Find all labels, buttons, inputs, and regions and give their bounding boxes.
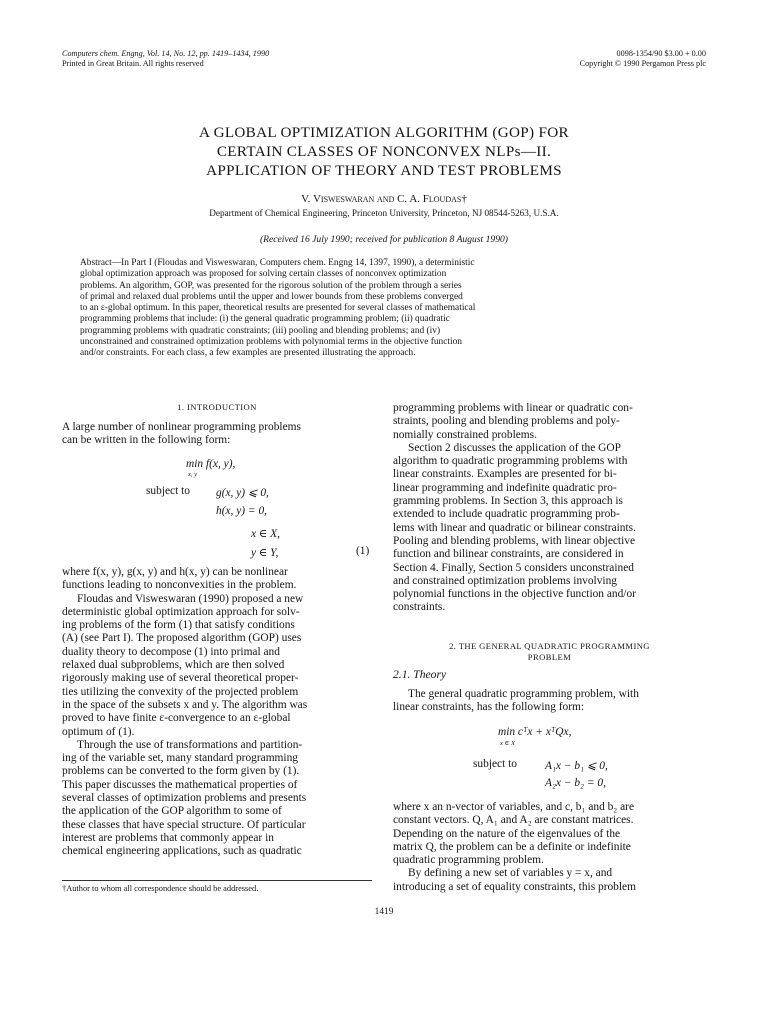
text-line: Floudas and Visweswaran (1990) proposed a new bbox=[77, 592, 304, 605]
text-line: can be written in the following form: bbox=[62, 434, 231, 447]
text-line: and constrained optimization problems involving bbox=[393, 574, 617, 587]
text-line: linear constraints, has the following form: bbox=[393, 701, 585, 714]
qp-inequality-constraint: A₁x − b₁ ⩽ 0, bbox=[545, 760, 608, 772]
author-list: V. Visweswaran and C. A. Floudas† bbox=[301, 193, 467, 205]
footnote: †Author to whom all correspondence should be addressed. bbox=[62, 884, 259, 893]
equation-objective: min f(x, y), bbox=[186, 458, 236, 470]
text-line: nomially constrained problems. bbox=[393, 428, 537, 441]
text-line: problems can be converted to the form given by (1). bbox=[62, 765, 300, 778]
text-line: gramming problems. In Section 3, this approach is bbox=[393, 495, 623, 508]
text-line: functions leading to nonconvexities in the problem. bbox=[62, 579, 297, 592]
text-line: ing problems of the form (1) that satisfy conditions bbox=[62, 619, 295, 632]
footnote-divider bbox=[62, 880, 372, 881]
equation-equality: h(x, y) = 0, bbox=[216, 505, 268, 517]
abstract bbox=[80, 258, 690, 360]
text-line: these classes that have special structure. Of particular bbox=[62, 818, 306, 831]
text-line: ties utilizing the convexity of the projected problem bbox=[62, 685, 299, 698]
text-line: A large number of nonlinear programming problems bbox=[62, 421, 301, 433]
affiliation: Department of Chemical Engineering, Princeton University, Princeton, NJ 08544-5263, U.S.A. bbox=[209, 208, 559, 218]
text-line: algorithm to quadratic programming problems with bbox=[393, 455, 628, 468]
equation-inequality: g(x, y) ⩽ 0, bbox=[216, 487, 269, 499]
text-line: introducing a set of equality constraints, this problem bbox=[393, 880, 636, 893]
print-notice-line: Printed in Great Britain. All rights reserved bbox=[62, 59, 204, 68]
text-line: This paper discusses the mathematical properties of bbox=[62, 778, 298, 791]
equation-subject-to: subject to bbox=[146, 485, 190, 497]
text-line: constraints. bbox=[393, 601, 446, 614]
title-line: A GLOBAL OPTIMIZATION ALGORITHM (GOP) FOR bbox=[199, 124, 569, 141]
qp-objective: min cᵀx + xᵀQx, bbox=[498, 726, 572, 738]
abstract-line: unconstrained and constrained optimization problems with polynomial terms in the objective function bbox=[80, 337, 462, 348]
text-line: duality theory to decompose (1) into primal and bbox=[62, 645, 280, 658]
text-line: rigorously making use of several theoretical proper- bbox=[62, 672, 299, 685]
abstract-line: to an ε-global optimum. In this paper, theoretical results are presented for several classes of mathematical bbox=[80, 303, 476, 314]
body-paragraph bbox=[393, 801, 706, 894]
text-line: Section 4. Finally, Section 5 considers unconstrained bbox=[393, 561, 634, 574]
text-line: function and bilinear constraints, are considered in bbox=[393, 548, 624, 561]
text-line: extended to include quadratic programming prob- bbox=[393, 508, 620, 521]
page-number: 1419 bbox=[374, 907, 394, 917]
text-line: linear programming and indefinite quadratic pro- bbox=[393, 481, 617, 494]
text-line: several classes of optimization problems and presents bbox=[62, 792, 307, 805]
text-line: matrix Q, the problem can be a definite or indefinite bbox=[393, 840, 631, 853]
copyright-block bbox=[580, 49, 706, 69]
text-line: Through the use of transformations and partition- bbox=[77, 738, 303, 751]
equation-number: (1) bbox=[356, 545, 370, 557]
copyright-line: Copyright © 1990 Pergamon Press plc bbox=[579, 59, 706, 68]
section-heading-line: PROBLEM bbox=[527, 652, 572, 662]
abstract-line: problems. An algorithm, GOP, was presented for the rigorous solution of the problem through a series bbox=[80, 280, 462, 291]
text-line: The general quadratic programming problem, with bbox=[408, 688, 639, 700]
text-line: relaxed dual subproblems, which are then solved bbox=[62, 659, 285, 672]
equation-x-set: x ∈ X, bbox=[251, 528, 280, 540]
journal-citation bbox=[62, 49, 269, 69]
text-line: constant vectors. Q, A₁ and A₂ are constant matrices. bbox=[393, 814, 634, 827]
text-line: Depending on the nature of the eigenvalues of the bbox=[393, 827, 621, 840]
intro-paragraph bbox=[62, 421, 372, 448]
text-line: programming problems with linear or quadratic con- bbox=[393, 402, 633, 414]
abstract-line: of primal and relaxed dual problems until the upper and lower bounds from these problems converged bbox=[80, 291, 463, 302]
abstract-line: programming problems that include: (i) the general quadratic programming problem; (ii) quadratic bbox=[80, 314, 450, 325]
text-line: straints, pooling and blending problems and poly- bbox=[393, 415, 620, 428]
text-line: Section 2 discusses the application of the GOP bbox=[408, 441, 621, 454]
qp-subject-to: subject to bbox=[473, 758, 517, 770]
section-heading-line: 2. THE GENERAL QUADRATIC PROGRAMMING bbox=[449, 641, 650, 651]
equation-min-subscript: x, y bbox=[188, 471, 198, 478]
text-line: deterministic global optimization approach for solv- bbox=[62, 605, 300, 618]
text-line: quadratic programming problem. bbox=[393, 854, 544, 867]
equation-y-set: y ∈ Y, bbox=[251, 547, 279, 559]
text-line: where f(x, y), g(x, y) and h(x, y) can be nonlinear bbox=[62, 566, 288, 578]
abstract-line: and/or constraints. For each class, a few examples are presented illustrating the approach. bbox=[80, 348, 416, 359]
title-line: APPLICATION OF THEORY AND TEST PROBLEMS bbox=[206, 162, 562, 179]
text-line: in the space of the subsets x and y. The algorithm was bbox=[62, 698, 308, 711]
text-line: chemical engineering applications, such as quadratic bbox=[62, 845, 302, 858]
abstract-line: Abstract—In Part I (Floudas and Visweswaran, Computers chem. Engng 14, 1397, 1990), a deterministic bbox=[80, 258, 475, 268]
text-line: Pooling and blending problems, with linear objective bbox=[393, 534, 636, 547]
text-line: lems with linear and quadratic or bilinear constraints. bbox=[393, 521, 636, 534]
qp-equality-constraint: A₂x − b₂ = 0, bbox=[545, 777, 606, 789]
body-paragraph bbox=[62, 566, 372, 859]
text-line: interest are problems that commonly appear in bbox=[62, 831, 274, 844]
text-line: polynomial functions in the objective function and/or bbox=[393, 588, 636, 601]
body-paragraph bbox=[393, 402, 706, 615]
text-line: By defining a new set of variables y = x, and bbox=[408, 867, 613, 880]
text-line: ing of the variable set, many standard programming bbox=[62, 752, 298, 765]
text-line: where x an n-vector of variables, and c, b₁ and b₂ are bbox=[393, 801, 635, 813]
paper-title bbox=[0, 123, 768, 180]
section-heading-introduction: 1. INTRODUCTION bbox=[177, 402, 257, 412]
abstract-line: global optimization approach was proposed for solving certain classes of nonconvex optimization bbox=[80, 269, 447, 280]
issn-price-line: 0098-1354/90 $3.00 + 0.00 bbox=[616, 49, 706, 58]
text-line: proved to have finite ε-convergence to an ε-global bbox=[62, 712, 291, 725]
received-dates: (Received 16 July 1990; received for publication 8 August 1990) bbox=[259, 234, 509, 245]
text-line: optimum of (1). bbox=[62, 725, 135, 738]
section-heading-quadratic-programming bbox=[393, 641, 706, 663]
abstract-line: programming problems with quadratic constraints; (iii) pooling and blending problems; and (iv) bbox=[80, 325, 441, 336]
title-line: CERTAIN CLASSES OF NONCONVEX NLPs—II. bbox=[216, 143, 552, 160]
journal-citation-line: Computers chem. Engng, Vol. 14, No. 12, pp. 1419–1434, 1990 bbox=[62, 49, 270, 58]
qp-min-subscript: x ∈ X bbox=[500, 740, 515, 747]
text-line: (A) (see Part I). The proposed algorithm (GOP) uses bbox=[62, 632, 302, 645]
text-line: linear constraints. Examples are presented for bi- bbox=[393, 468, 617, 481]
text-line: the application of the GOP algorithm to some of bbox=[62, 805, 282, 818]
theory-paragraph bbox=[393, 688, 706, 715]
subsection-heading-theory: 2.1. Theory bbox=[393, 668, 447, 681]
